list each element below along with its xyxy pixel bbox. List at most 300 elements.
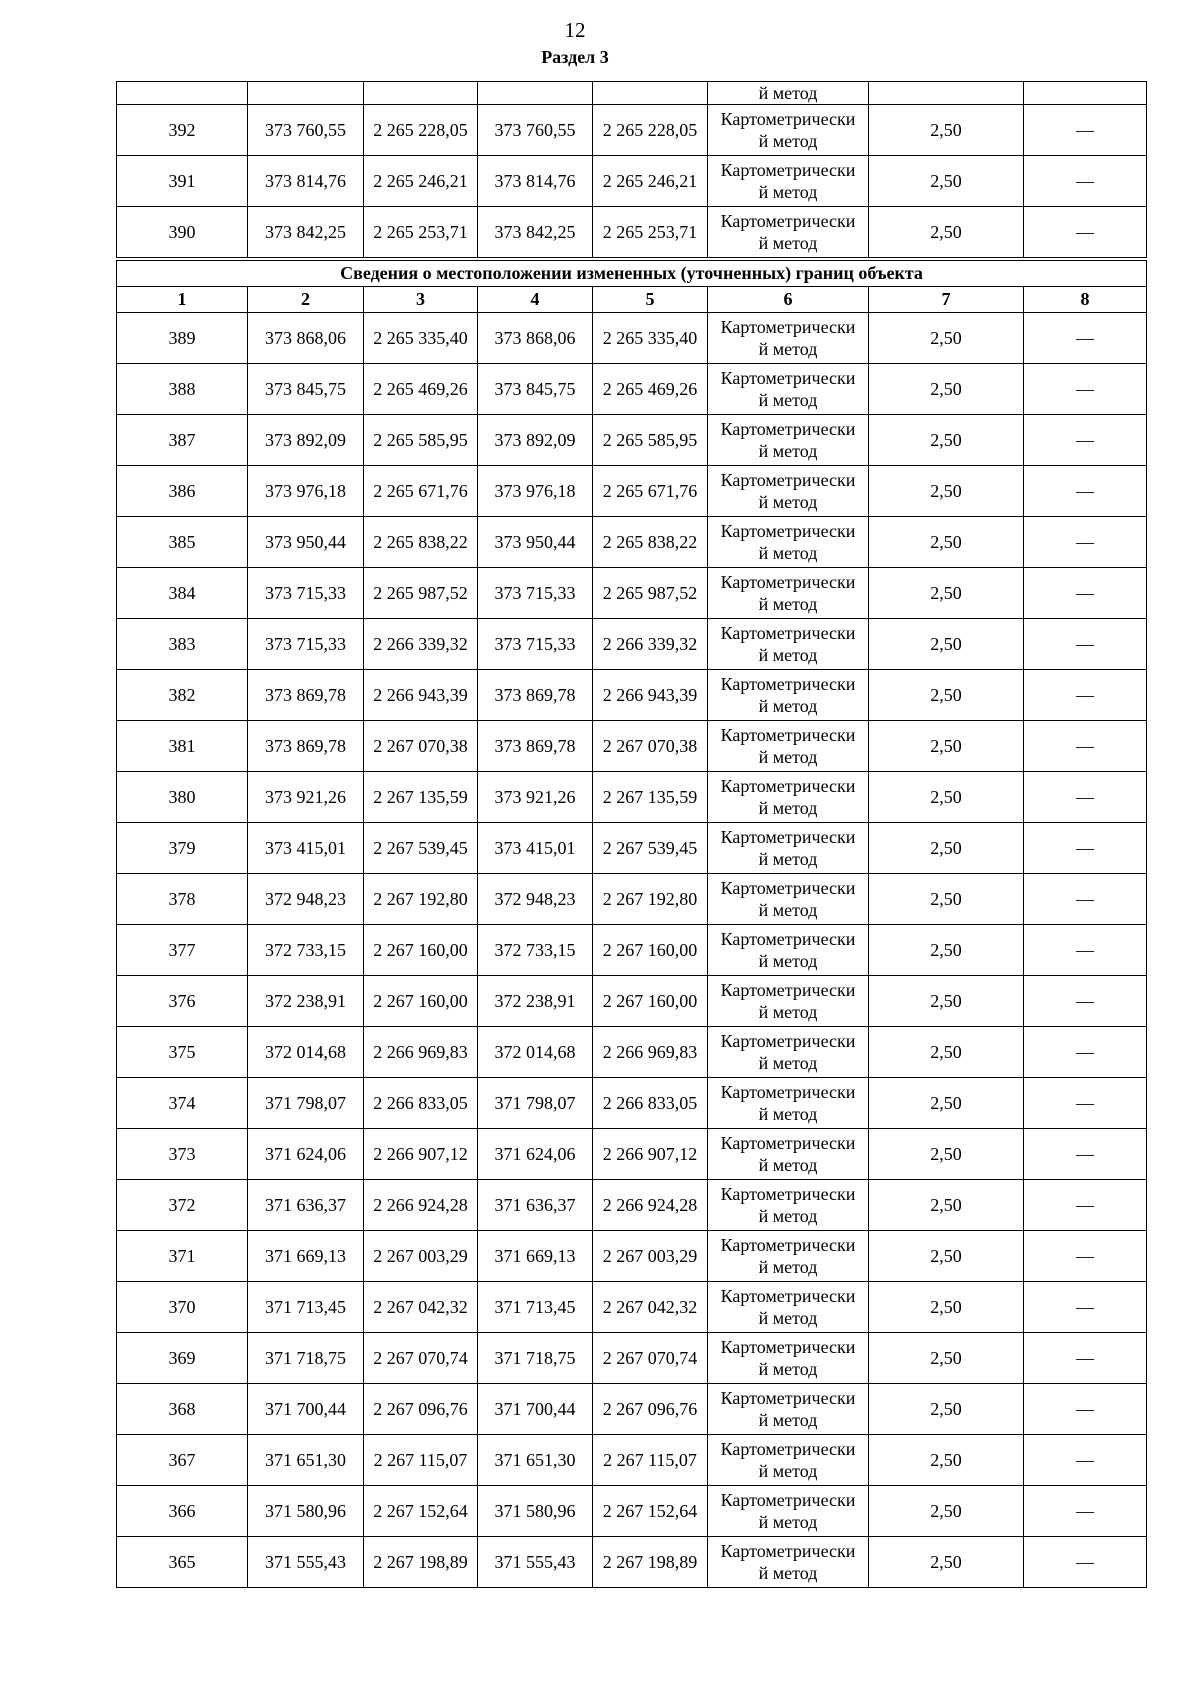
- cell-x-new: 371 713,45: [478, 1282, 593, 1333]
- cell-precision: 2,50: [869, 105, 1024, 156]
- cell-note: —: [1024, 619, 1147, 670]
- cell-x-existing: 373 976,18: [248, 466, 364, 517]
- cell-precision: 2,50: [869, 976, 1024, 1027]
- cell-point-number: 368: [117, 1384, 248, 1435]
- cell-method: [708, 1384, 869, 1435]
- cell-y-new: 2 266 833,05: [593, 1078, 708, 1129]
- cell-y-new: 2 267 070,38: [593, 721, 708, 772]
- cell-x-existing: 371 555,43: [248, 1537, 364, 1588]
- method-line-2: й метод: [758, 1563, 818, 1583]
- cell-x-existing: 371 669,13: [248, 1231, 364, 1282]
- cell-x-new: 373 814,76: [478, 156, 593, 207]
- cell-method: [708, 1129, 869, 1180]
- method-line-1: Картометрически: [720, 1490, 856, 1510]
- coordinates-table: [116, 81, 1147, 1588]
- method-line-1: Картометрически: [720, 827, 856, 847]
- table-row: [117, 1282, 1147, 1333]
- cell-precision: 2,50: [869, 1282, 1024, 1333]
- cell-precision: 2,50: [869, 1078, 1024, 1129]
- cell-method: [708, 207, 869, 260]
- cell-point-number: 387: [117, 415, 248, 466]
- table-row: [117, 976, 1147, 1027]
- table-row: [117, 772, 1147, 823]
- table-row: [117, 364, 1147, 415]
- method-line-1: Картометрически: [720, 1388, 856, 1408]
- cell-point-number: 374: [117, 1078, 248, 1129]
- cell-note: —: [1024, 1027, 1147, 1078]
- method-line-2: й метод: [758, 182, 818, 202]
- cell-y-existing: 2 267 096,76: [364, 1384, 478, 1435]
- cell-y-new: 2 266 969,83: [593, 1027, 708, 1078]
- cell-empty: [869, 82, 1024, 105]
- table-row: [117, 1333, 1147, 1384]
- cell-method: [708, 1078, 869, 1129]
- cell-note: —: [1024, 313, 1147, 364]
- cell-method: [708, 313, 869, 364]
- cell-x-new: 371 651,30: [478, 1435, 593, 1486]
- cell-x-new: 372 238,91: [478, 976, 593, 1027]
- cell-method: [708, 1486, 869, 1537]
- cell-y-new: 2 266 907,12: [593, 1129, 708, 1180]
- method-line-2: й метод: [758, 390, 818, 410]
- cell-precision: 2,50: [869, 1384, 1024, 1435]
- table-row: [117, 1384, 1147, 1435]
- cell-note: —: [1024, 1282, 1147, 1333]
- cell-method: [708, 568, 869, 619]
- cell-point-number: 372: [117, 1180, 248, 1231]
- method-line-1: Картометрически: [720, 1133, 856, 1153]
- cell-point-number: 380: [117, 772, 248, 823]
- cell-note: —: [1024, 1333, 1147, 1384]
- cell-y-existing: 2 267 115,07: [364, 1435, 478, 1486]
- cell-point-number: 379: [117, 823, 248, 874]
- method-line-2: й метод: [758, 1410, 818, 1430]
- cell-x-existing: 373 950,44: [248, 517, 364, 568]
- cell-note: —: [1024, 976, 1147, 1027]
- cell-precision: 2,50: [869, 670, 1024, 721]
- cell-x-existing: 373 715,33: [248, 568, 364, 619]
- cell-method: [708, 823, 869, 874]
- method-line-2: й метод: [758, 1359, 818, 1379]
- cell-method: [708, 415, 869, 466]
- cell-note: —: [1024, 823, 1147, 874]
- method-line-1: Картометрически: [720, 368, 856, 388]
- method-line-2: й метод: [758, 492, 818, 512]
- cell-x-new: 373 976,18: [478, 466, 593, 517]
- cell-x-existing: 373 842,25: [248, 207, 364, 260]
- method-line-1: Картометрически: [720, 929, 856, 949]
- method-line-2: й метод: [758, 951, 818, 971]
- cell-x-new: 373 950,44: [478, 517, 593, 568]
- cell-y-existing: 2 266 907,12: [364, 1129, 478, 1180]
- cell-y-new: 2 266 924,28: [593, 1180, 708, 1231]
- cell-x-new: 371 555,43: [478, 1537, 593, 1588]
- cell-point-number: 388: [117, 364, 248, 415]
- cell-y-new: 2 265 585,95: [593, 415, 708, 466]
- cell-x-existing: 371 580,96: [248, 1486, 364, 1537]
- column-number: 1: [117, 287, 248, 313]
- table-row: [117, 670, 1147, 721]
- table-row: [117, 415, 1147, 466]
- cell-method: [708, 772, 869, 823]
- cell-y-new: 2 267 070,74: [593, 1333, 708, 1384]
- cell-y-new: 2 265 335,40: [593, 313, 708, 364]
- table-body: [117, 82, 1147, 1588]
- table-row: [117, 105, 1147, 156]
- table-row: [117, 619, 1147, 670]
- cell-x-existing: 371 624,06: [248, 1129, 364, 1180]
- cell-x-existing: 373 869,78: [248, 721, 364, 772]
- cell-x-existing: 371 651,30: [248, 1435, 364, 1486]
- cell-y-new: 2 265 253,71: [593, 207, 708, 260]
- table-row: [117, 466, 1147, 517]
- cell-y-existing: 2 267 198,89: [364, 1537, 478, 1588]
- cell-precision: 2,50: [869, 156, 1024, 207]
- cell-y-new: 2 265 469,26: [593, 364, 708, 415]
- cell-point-number: 365: [117, 1537, 248, 1588]
- cell-point-number: 373: [117, 1129, 248, 1180]
- cell-x-existing: 371 798,07: [248, 1078, 364, 1129]
- cell-method-tail: й метод: [708, 82, 869, 105]
- cell-x-new: 373 869,78: [478, 670, 593, 721]
- cell-x-new: 373 715,33: [478, 619, 593, 670]
- cell-x-existing: 373 892,09: [248, 415, 364, 466]
- cell-x-new: 373 845,75: [478, 364, 593, 415]
- cell-y-new: 2 267 003,29: [593, 1231, 708, 1282]
- cell-note: —: [1024, 874, 1147, 925]
- cell-precision: 2,50: [869, 1435, 1024, 1486]
- cell-point-number: 385: [117, 517, 248, 568]
- cell-y-new: 2 267 160,00: [593, 976, 708, 1027]
- cell-x-new: 373 760,55: [478, 105, 593, 156]
- cell-note: —: [1024, 105, 1147, 156]
- cell-x-existing: 373 845,75: [248, 364, 364, 415]
- method-line-1: Картометрически: [720, 1235, 856, 1255]
- cell-y-new: 2 265 228,05: [593, 105, 708, 156]
- method-line-2: й метод: [758, 441, 818, 461]
- cell-y-existing: 2 267 539,45: [364, 823, 478, 874]
- cell-y-existing: 2 265 335,40: [364, 313, 478, 364]
- table-row: [117, 207, 1147, 260]
- cell-point-number: 392: [117, 105, 248, 156]
- cell-y-new: 2 267 539,45: [593, 823, 708, 874]
- cell-precision: 2,50: [869, 721, 1024, 772]
- method-line-1: Картометрически: [720, 725, 856, 745]
- cell-note: —: [1024, 1180, 1147, 1231]
- cell-y-new: 2 267 192,80: [593, 874, 708, 925]
- cell-precision: 2,50: [869, 1027, 1024, 1078]
- cell-note: —: [1024, 466, 1147, 517]
- cell-y-existing: 2 265 987,52: [364, 568, 478, 619]
- cell-y-new: 2 267 115,07: [593, 1435, 708, 1486]
- cell-method: [708, 670, 869, 721]
- cell-method: [708, 721, 869, 772]
- cell-precision: 2,50: [869, 823, 1024, 874]
- method-line-2: й метод: [758, 543, 818, 563]
- cell-point-number: 369: [117, 1333, 248, 1384]
- cell-y-new: 2 267 135,59: [593, 772, 708, 823]
- section-heading-row: [117, 259, 1147, 287]
- cell-x-existing: 373 869,78: [248, 670, 364, 721]
- column-number: 2: [248, 287, 364, 313]
- cell-note: —: [1024, 1486, 1147, 1537]
- cell-precision: 2,50: [869, 1537, 1024, 1588]
- cell-empty: [248, 82, 364, 105]
- table-row: [117, 721, 1147, 772]
- column-number: 4: [478, 287, 593, 313]
- column-number: 6: [708, 287, 869, 313]
- cell-note: —: [1024, 568, 1147, 619]
- cell-precision: 2,50: [869, 517, 1024, 568]
- column-number: 8: [1024, 287, 1147, 313]
- cell-method: [708, 976, 869, 1027]
- cell-y-new: 2 266 943,39: [593, 670, 708, 721]
- cell-y-existing: 2 267 152,64: [364, 1486, 478, 1537]
- method-line-2: й метод: [758, 1053, 818, 1073]
- cell-x-existing: 371 700,44: [248, 1384, 364, 1435]
- method-line-1: Картометрически: [720, 1541, 856, 1561]
- cell-y-existing: 2 267 135,59: [364, 772, 478, 823]
- cell-point-number: 371: [117, 1231, 248, 1282]
- cell-empty: [1024, 82, 1147, 105]
- method-line-1: Картометрически: [720, 1439, 856, 1459]
- cell-y-new: 2 265 671,76: [593, 466, 708, 517]
- cell-x-existing: 373 868,06: [248, 313, 364, 364]
- cell-x-existing: 373 814,76: [248, 156, 364, 207]
- method-line-2: й метод: [758, 849, 818, 869]
- cell-y-new: 2 265 838,22: [593, 517, 708, 568]
- page-number: 12: [564, 18, 586, 42]
- method-line-2: й метод: [758, 645, 818, 665]
- method-line-2: й метод: [758, 1257, 818, 1277]
- cell-y-new: 2 265 987,52: [593, 568, 708, 619]
- cell-x-existing: 373 415,01: [248, 823, 364, 874]
- cell-note: —: [1024, 1231, 1147, 1282]
- cell-precision: 2,50: [869, 568, 1024, 619]
- cell-y-existing: 2 267 070,38: [364, 721, 478, 772]
- cell-method: [708, 1537, 869, 1588]
- cell-x-existing: 373 715,33: [248, 619, 364, 670]
- cell-x-new: 373 415,01: [478, 823, 593, 874]
- column-numbers-row: [117, 287, 1147, 313]
- cell-note: —: [1024, 517, 1147, 568]
- cell-point-number: 378: [117, 874, 248, 925]
- column-number: 5: [593, 287, 708, 313]
- cell-x-new: 372 733,15: [478, 925, 593, 976]
- table-row: [117, 823, 1147, 874]
- cell-x-new: 371 636,37: [478, 1180, 593, 1231]
- cell-x-existing: 372 948,23: [248, 874, 364, 925]
- cell-method: [708, 1180, 869, 1231]
- cell-empty: [478, 82, 593, 105]
- cell-y-existing: 2 265 228,05: [364, 105, 478, 156]
- method-line-1: Картометрически: [720, 109, 856, 129]
- table-row: [117, 568, 1147, 619]
- method-line-2: й метод: [758, 1308, 818, 1328]
- cell-y-existing: 2 266 943,39: [364, 670, 478, 721]
- cell-precision: 2,50: [869, 313, 1024, 364]
- method-line-2: й метод: [758, 1512, 818, 1532]
- cell-y-existing: 2 267 160,00: [364, 925, 478, 976]
- cell-note: —: [1024, 1435, 1147, 1486]
- cell-method: [708, 1435, 869, 1486]
- cell-point-number: 381: [117, 721, 248, 772]
- method-line-1: Картометрически: [720, 1082, 856, 1102]
- method-line-1: Картометрически: [720, 1031, 856, 1051]
- cell-point-number: 376: [117, 976, 248, 1027]
- table-row: [117, 313, 1147, 364]
- cell-y-new: 2 267 198,89: [593, 1537, 708, 1588]
- method-line-2: й метод: [758, 594, 818, 614]
- cell-y-existing: 2 266 339,32: [364, 619, 478, 670]
- table-row: [117, 874, 1147, 925]
- method-line-1: Картометрически: [720, 160, 856, 180]
- cell-x-existing: 371 713,45: [248, 1282, 364, 1333]
- section-title: Раздел 3: [541, 47, 609, 67]
- cell-precision: 2,50: [869, 874, 1024, 925]
- cell-x-new: 373 715,33: [478, 568, 593, 619]
- method-line-2: й метод: [758, 1002, 818, 1022]
- table-row: [117, 517, 1147, 568]
- cell-x-new: 371 718,75: [478, 1333, 593, 1384]
- method-line-1: Картометрически: [720, 211, 856, 231]
- method-line-1: Картометрически: [720, 470, 856, 490]
- cell-x-new: 371 798,07: [478, 1078, 593, 1129]
- table-row: [117, 156, 1147, 207]
- cell-precision: 2,50: [869, 1129, 1024, 1180]
- cell-note: —: [1024, 670, 1147, 721]
- cell-note: —: [1024, 364, 1147, 415]
- table-row: [117, 1180, 1147, 1231]
- cell-method: [708, 156, 869, 207]
- column-number: 7: [869, 287, 1024, 313]
- cell-y-existing: 2 266 833,05: [364, 1078, 478, 1129]
- cell-x-new: 373 921,26: [478, 772, 593, 823]
- cell-precision: 2,50: [869, 364, 1024, 415]
- method-line-1: Картометрически: [720, 1337, 856, 1357]
- cell-method: [708, 105, 869, 156]
- cell-x-new: 373 868,06: [478, 313, 593, 364]
- cell-empty: [364, 82, 478, 105]
- cell-y-existing: 2 267 042,32: [364, 1282, 478, 1333]
- column-number: 3: [364, 287, 478, 313]
- cell-y-new: 2 267 152,64: [593, 1486, 708, 1537]
- cell-precision: 2,50: [869, 207, 1024, 260]
- cell-y-new: 2 267 042,32: [593, 1282, 708, 1333]
- cell-x-existing: 372 014,68: [248, 1027, 364, 1078]
- method-line-2: й метод: [758, 900, 818, 920]
- cell-note: —: [1024, 925, 1147, 976]
- cell-precision: 2,50: [869, 1231, 1024, 1282]
- cell-x-new: 373 842,25: [478, 207, 593, 260]
- cell-y-new: 2 267 096,76: [593, 1384, 708, 1435]
- method-line-2: й метод: [758, 696, 818, 716]
- cell-method: [708, 925, 869, 976]
- continued-row: [117, 82, 1147, 105]
- cell-precision: 2,50: [869, 466, 1024, 517]
- cell-x-new: 371 669,13: [478, 1231, 593, 1282]
- cell-note: —: [1024, 415, 1147, 466]
- cell-y-existing: 2 267 192,80: [364, 874, 478, 925]
- cell-y-new: 2 265 246,21: [593, 156, 708, 207]
- cell-y-existing: 2 266 969,83: [364, 1027, 478, 1078]
- table-row: [117, 1537, 1147, 1588]
- cell-y-new: 2 267 160,00: [593, 925, 708, 976]
- cell-x-existing: 372 733,15: [248, 925, 364, 976]
- cell-point-number: 366: [117, 1486, 248, 1537]
- cell-note: —: [1024, 207, 1147, 260]
- cell-note: —: [1024, 1537, 1147, 1588]
- table-row: [117, 1435, 1147, 1486]
- method-line-2: й метод: [758, 233, 818, 253]
- cell-x-new: 371 580,96: [478, 1486, 593, 1537]
- method-line-2: й метод: [758, 1155, 818, 1175]
- method-line-2: й метод: [758, 798, 818, 818]
- method-line-1: Картометрически: [720, 1184, 856, 1204]
- cell-note: —: [1024, 721, 1147, 772]
- method-line-1: Картометрически: [720, 317, 856, 337]
- cell-y-existing: 2 265 246,21: [364, 156, 478, 207]
- method-line-1: Картометрически: [720, 572, 856, 592]
- method-line-1: Картометрически: [720, 623, 856, 643]
- method-line-2: й метод: [758, 1104, 818, 1124]
- cell-y-existing: 2 265 585,95: [364, 415, 478, 466]
- cell-point-number: 390: [117, 207, 248, 260]
- cell-method: [708, 1333, 869, 1384]
- cell-point-number: 383: [117, 619, 248, 670]
- cell-precision: 2,50: [869, 1486, 1024, 1537]
- cell-note: —: [1024, 772, 1147, 823]
- method-line-2: й метод: [758, 747, 818, 767]
- cell-y-existing: 2 266 924,28: [364, 1180, 478, 1231]
- method-line-1: Картометрически: [720, 980, 856, 1000]
- cell-method: [708, 874, 869, 925]
- table-row: [117, 1078, 1147, 1129]
- method-line-1: Картометрически: [720, 419, 856, 439]
- cell-method: [708, 1231, 869, 1282]
- method-line-1: Картометрически: [720, 1286, 856, 1306]
- cell-x-existing: 371 718,75: [248, 1333, 364, 1384]
- table-row: [117, 925, 1147, 976]
- table-row: [117, 1486, 1147, 1537]
- method-line-2: й метод: [758, 339, 818, 359]
- cell-y-existing: 2 265 671,76: [364, 466, 478, 517]
- cell-x-new: 371 700,44: [478, 1384, 593, 1435]
- cell-point-number: 367: [117, 1435, 248, 1486]
- section-heading: Сведения о местоположении измененных (уточненных) границ объекта: [117, 259, 1147, 287]
- cell-y-existing: 2 267 160,00: [364, 976, 478, 1027]
- cell-point-number: 375: [117, 1027, 248, 1078]
- cell-point-number: 389: [117, 313, 248, 364]
- cell-note: —: [1024, 1078, 1147, 1129]
- cell-point-number: 391: [117, 156, 248, 207]
- cell-note: —: [1024, 156, 1147, 207]
- table-row: [117, 1231, 1147, 1282]
- method-line-1: Картометрически: [720, 674, 856, 694]
- cell-precision: 2,50: [869, 415, 1024, 466]
- cell-x-existing: 371 636,37: [248, 1180, 364, 1231]
- cell-empty: [593, 82, 708, 105]
- cell-x-existing: 373 921,26: [248, 772, 364, 823]
- cell-precision: 2,50: [869, 1180, 1024, 1231]
- cell-y-existing: 2 265 253,71: [364, 207, 478, 260]
- cell-x-existing: 372 238,91: [248, 976, 364, 1027]
- cell-y-existing: 2 265 469,26: [364, 364, 478, 415]
- cell-note: —: [1024, 1384, 1147, 1435]
- cell-x-new: 373 892,09: [478, 415, 593, 466]
- cell-x-new: 373 869,78: [478, 721, 593, 772]
- cell-precision: 2,50: [869, 1333, 1024, 1384]
